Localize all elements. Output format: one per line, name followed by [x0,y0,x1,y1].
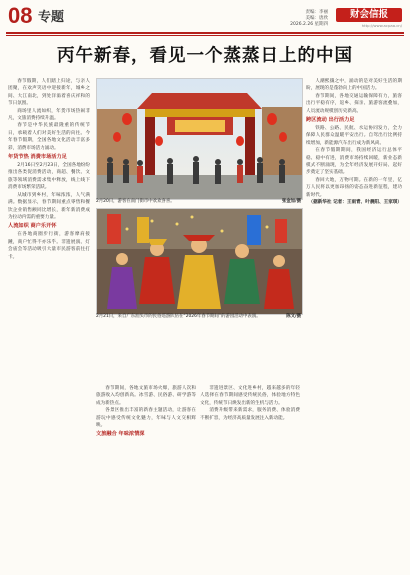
article-column-middle-2 [200,385,300,570]
paragraph: 春节假期，人们踏上归途，与亲人团聚，在欢声笑语中迎接新年，城乡之间、大江南北，到处洋溢着喜庆祥和的节日氛围。 [8,79,90,107]
photo1-credit: 张金加/摄 [281,199,301,204]
paragraph: 春节期间，各地交通运输保障有力，旅客出行平稳有序，返乡、探亲、旅游客流叠加，人员流动规模创历史新高。 [306,93,402,114]
article-column-right [306,78,402,570]
brand-logo: 财会信报 [336,8,402,22]
paragraph: 各景区推出丰富的新春主题活动，让游客在游玩中感受传统文化魅力，年味与人文交相辉映。 [96,408,196,429]
paragraph: 春节期间，各地文旅市场火爆，旅游人次和旅游收入均创新高。冰雪游、民俗游、研学游等成为新热点。 [96,386,196,406]
paragraph: 铁路、公路、民航、水运协同发力，全力保障人民群众温暖平安出行。自驾出行比例持续增加，新能源汽车出行成为新风尚。 [306,126,402,146]
paragraph: 春回大地，万物可期。在新的一年里，亿万人民将以更加昂扬的姿态奋进新征程，建功新时代。 [306,177,402,198]
paragraph: 春节是中华民族最隆重的传统节日，承载着人们对美好生活的向往。今年春节假期，全国各地文化活动丰富多彩，消费市场活力涌动。 [8,123,90,151]
header-rule [6,32,404,34]
section-heading: 人流如织 商户乐开怀 [8,223,57,230]
paragraph: 在各地商圈步行街，游客摩肩接踵，商户忙得不亦乐乎。非遗展演、灯会庙会等活动吸引大量市民游客前往打卡。 [8,232,90,260]
designer-line: 美编：唐欣 [305,16,328,21]
photo2-caption-text: 2月21日，来自广东汕头市的民俗巡游队伍在“2026年春节期间”的游园活动中表演。 [96,314,261,319]
photo2-credit: 陈文/摄 [286,314,301,319]
paragraph: 从城市到乡村，年味浓浓，人气满满。数据显示，春节期间重点零售和餐饮企业销售额同比增长，新年新消费成为拉动内需的重要力量。 [8,192,90,220]
photo2-caption [96,314,301,382]
edition-meta [258,10,328,28]
paragraph: 在春节假期期间，我国经济运行总体平稳、稳中有进，消费市场持续回暖，新业态新模式不断涌现，为全年经济发展开好局、起好步奠定了坚实基础。 [306,148,402,176]
paragraph: 人潮熙攘之中，涌动的是对美好生活的期盼，展现的是蓬勃向上的中国活力。 [306,79,402,92]
festival-street-photo [96,78,303,200]
section-heading: 年货节热 消费市场活力足 [8,154,67,161]
page-number: 08 [8,3,33,28]
section-heading: 跨区流动 出行活力足 [306,117,355,124]
paragraph: 2月16日至2月23日，全国各地纷纷推出各类促消费活动，商超、餐饮、文旅等领域消费需求集中释放，线上线下消费市场繁荣活跃。 [8,163,90,191]
editor-line: 责编：李丽 [305,10,328,15]
paragraph: 非遗进景区、文化进乡村，越来越多的年轻人选择在春节期间感受传统民俗，体验地方特色文化，传统节日焕发出新的生机与活力。 [200,386,300,406]
brand-url: http://www.acpaa.cn/ [361,23,402,28]
paragraph: 商场里人流如织，年货市场热闹非凡，文旅消费持续升温。 [8,108,90,122]
header-rule-thin [6,35,404,36]
folk-parade-photo [96,208,303,315]
article-column-middle [96,385,196,570]
paragraph: 消费升级带来新需求，服务消费、体验消费不断扩容，为经济高质量发展注入新动能。 [200,408,300,421]
photo1-caption-text: 2月20日，游客在南门街市中欢欢喜喜。 [96,199,175,204]
section-title: 专题 [38,10,65,25]
section-heading: 文旅融合 年味浓情深 [96,431,145,438]
article-headline: 丙午新春，看见一个蒸蒸日上的中国 [57,46,353,66]
page-header [8,3,402,30]
photo1-caption [96,199,301,206]
article-column-left [8,78,90,570]
date-line: 2026.2.26 星期四 [290,22,328,27]
article-byline: （据新华社 记者：王雨青、叶晨阳、王家琪） [308,200,402,206]
